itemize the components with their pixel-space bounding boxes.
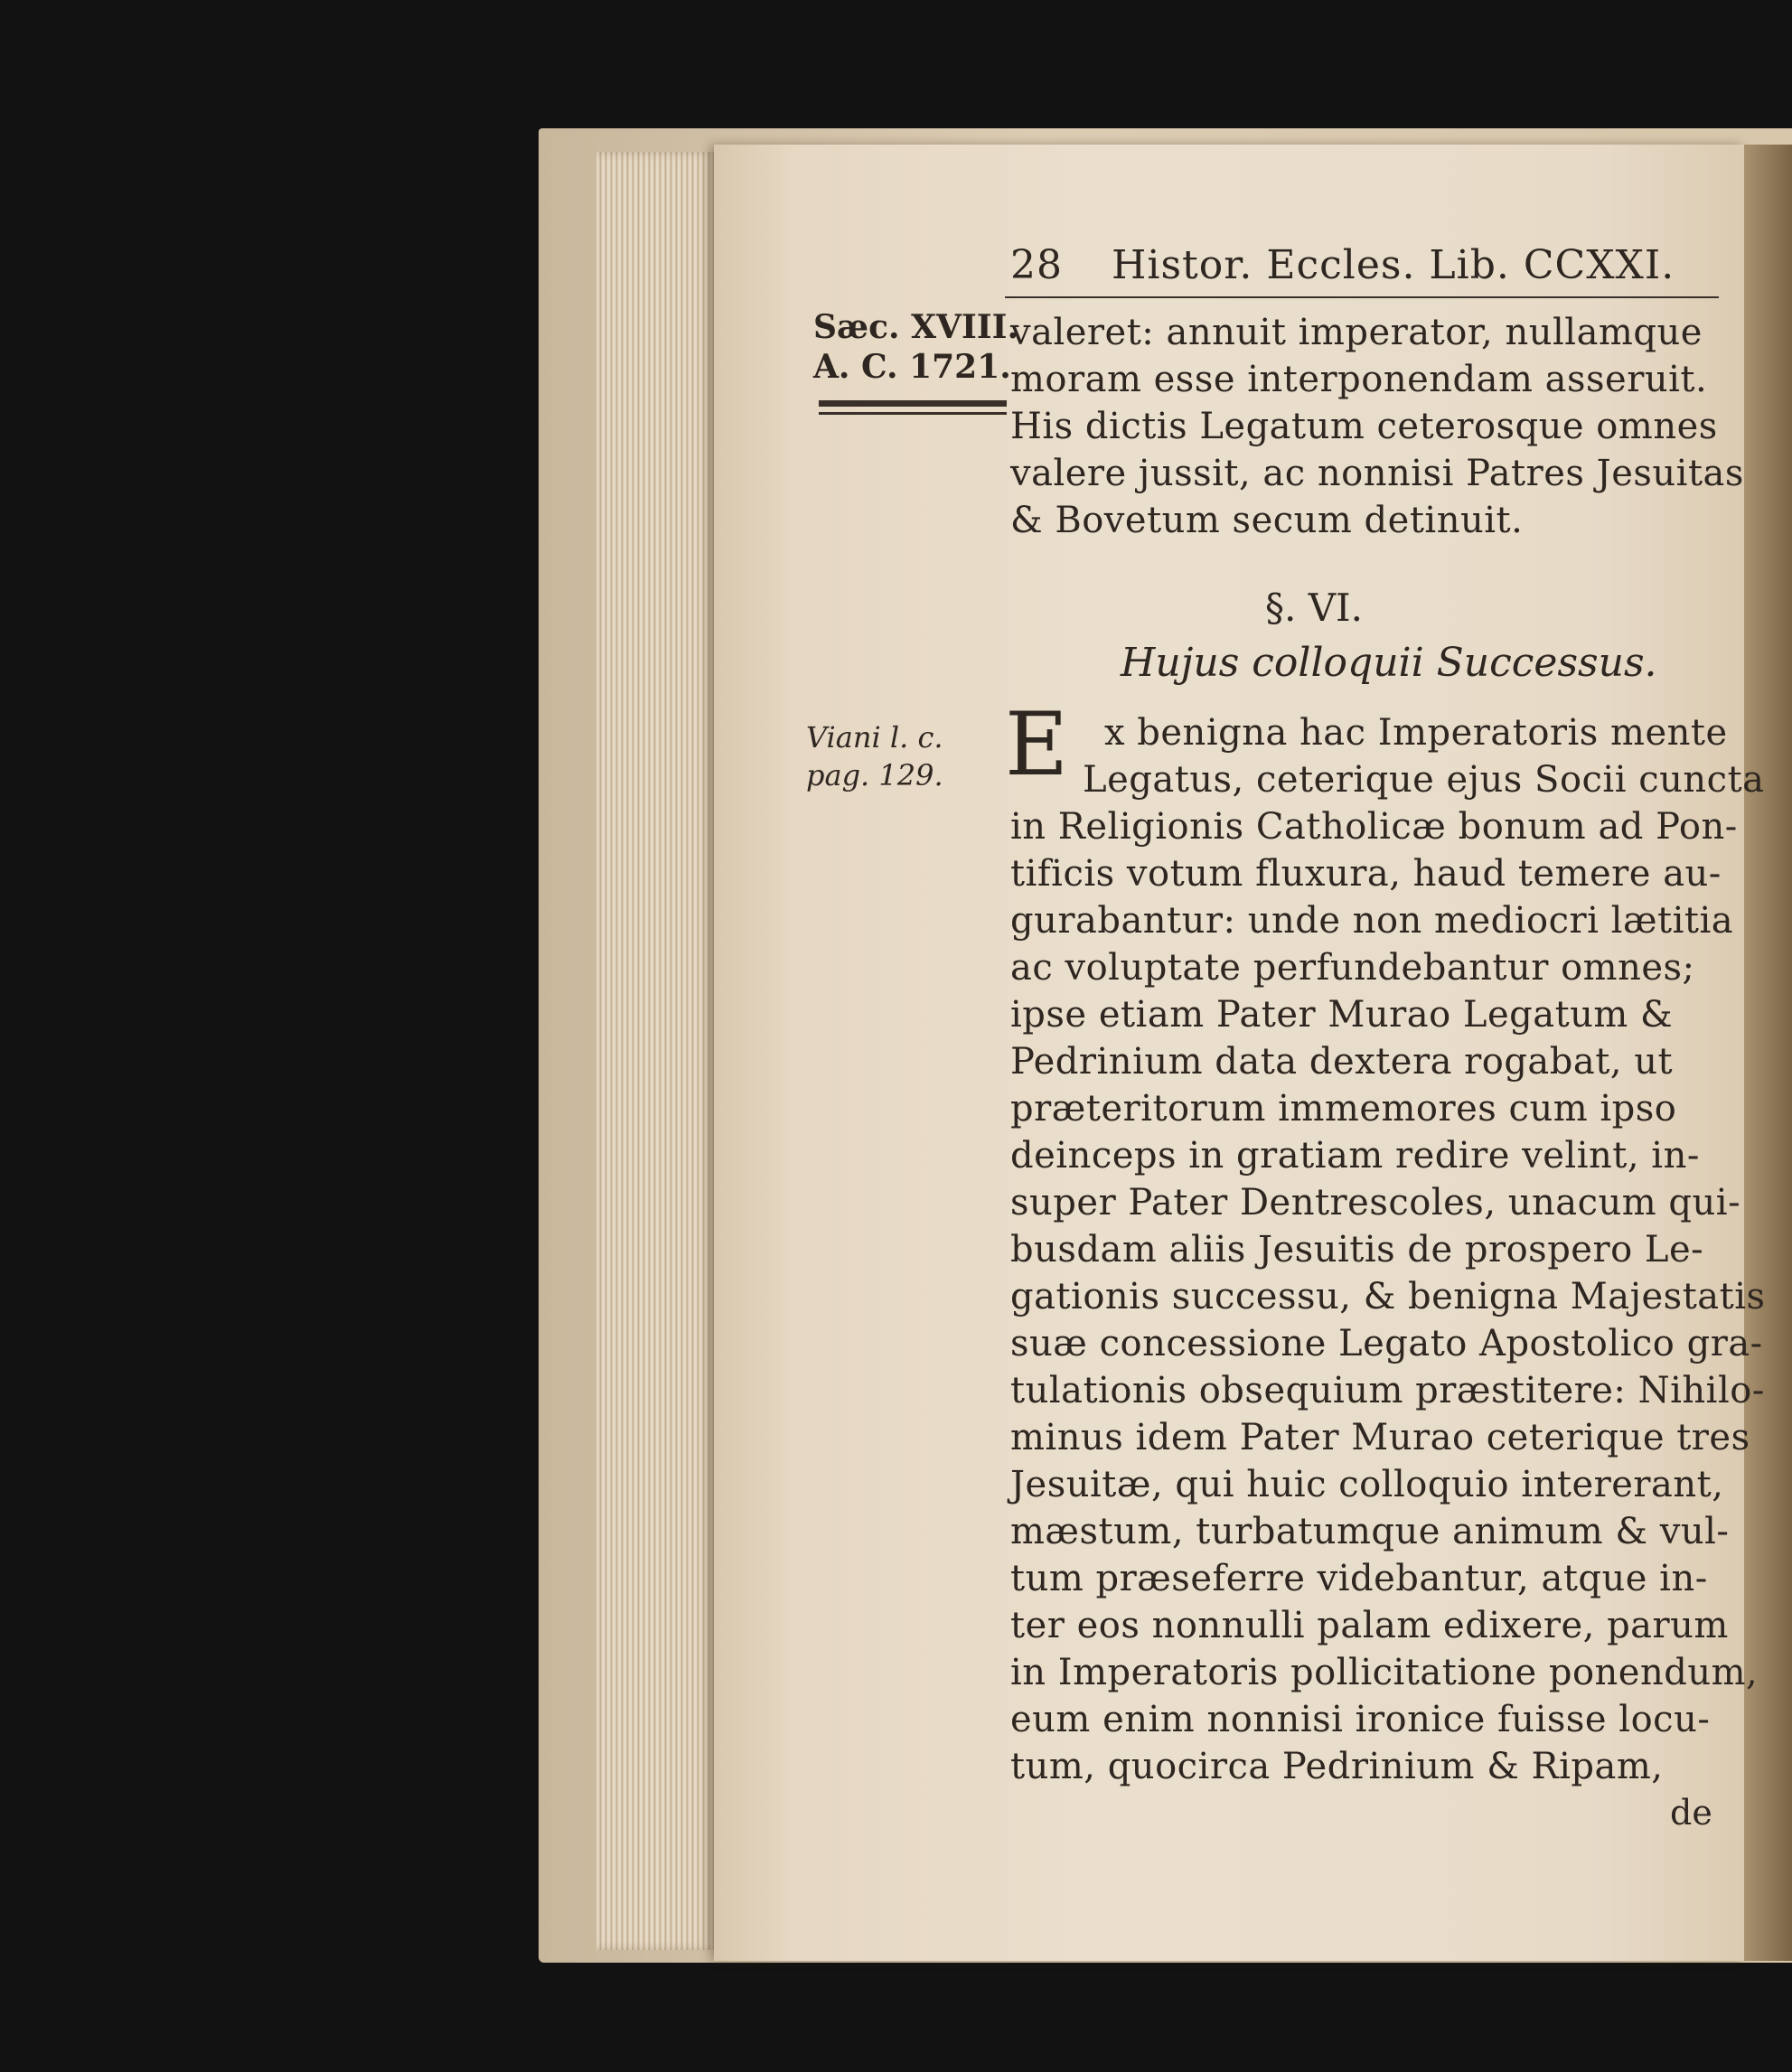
ref-line-1: Viani l. c. [806,720,943,755]
main-line-6: ac voluptate perfundebantur omnes; [1010,947,1695,989]
main-line-18: mæstum, turbatumque animum & vul- [1010,1511,1730,1552]
top-line-2: moram esse interponendam asseruit. [1010,359,1708,400]
main-line-3: in Religionis Catholicæ bonum ad Pon- [1010,806,1738,848]
main-line-8: Pedrinium data dextera rogabat, ut [1010,1041,1674,1083]
main-line-11: super Pater Dentrescoles, unacum qui- [1010,1182,1741,1224]
ref-line-2: pag. 129. [806,758,943,792]
main-line-23: tum, quocirca Pedrinium & Ripam, [1010,1746,1664,1787]
reference-margin-note [806,718,943,794]
main-line-9: præteritorum immemores cum ipso [1010,1088,1677,1130]
main-line-12: busdam aliis Jesuitis de prospero Le- [1010,1229,1704,1270]
drop-cap: E [1005,694,1069,795]
era-margin-note [813,307,1019,387]
main-line-17: Jesuitæ, qui huic colloquio intererant, [1010,1464,1724,1505]
top-line-3: His dictis Legatum ceterosque omnes [1010,406,1718,447]
main-line-22: eum enim nonnisi ironice fuisse locu- [1010,1699,1711,1740]
main-line-13: gationis successu, & benigna Majestatis [1010,1276,1766,1317]
page-number: 28 [1010,242,1063,288]
top-line-5: & Bovetum secum detinuit. [1010,500,1524,541]
main-line-10: deinceps in gratiam redire velint, in- [1010,1135,1700,1177]
margin-rule-thick [819,400,1007,407]
main-line-2: Legatus, ceterique ejus Socii cuncta [1083,759,1765,801]
main-line-19: tum præseferre videbantur, atque in- [1010,1558,1708,1599]
section-number: §. VI. [1265,586,1363,630]
main-line-21: in Imperatoris pollicitatione ponendum, [1010,1652,1759,1693]
section-title: Hujus colloquii Successus. [1121,640,1657,686]
header-rule [1005,296,1719,298]
main-line-7: ipse etiam Pater Murao Legatum & [1010,994,1674,1036]
era-line-1: Sæc. XVIII. [813,308,1019,346]
main-line-16: minus idem Pater Murao ceterique tres [1010,1417,1750,1458]
main-line-5: gurabantur: unde non mediocri lætitia [1010,900,1734,942]
running-title: Histor. Eccles. Lib. CCXXI. [1112,242,1675,288]
main-line-1: x benigna hac Imperatoris mente [1104,712,1728,754]
main-line-15: tulationis obsequium præstitere: Nihilo- [1010,1370,1765,1411]
running-header [1010,242,1675,288]
margin-rule-thin [819,412,1007,415]
era-line-2: A. C. 1721. [813,348,1011,386]
catchword: de [1670,1793,1712,1833]
main-line-20: ter eos nonnulli palam edixere, parum [1010,1605,1729,1646]
main-line-4: tificis votum fluxura, haud temere au- [1010,853,1722,895]
main-line-14: suæ concessione Legato Apostolico gra- [1010,1323,1763,1364]
page-edges [596,152,714,1950]
top-line-4: valere jussit, ac nonnisi Patres Jesuitas [1010,453,1744,494]
top-line-1: valeret: annuit imperator, nullamque [1010,312,1703,353]
